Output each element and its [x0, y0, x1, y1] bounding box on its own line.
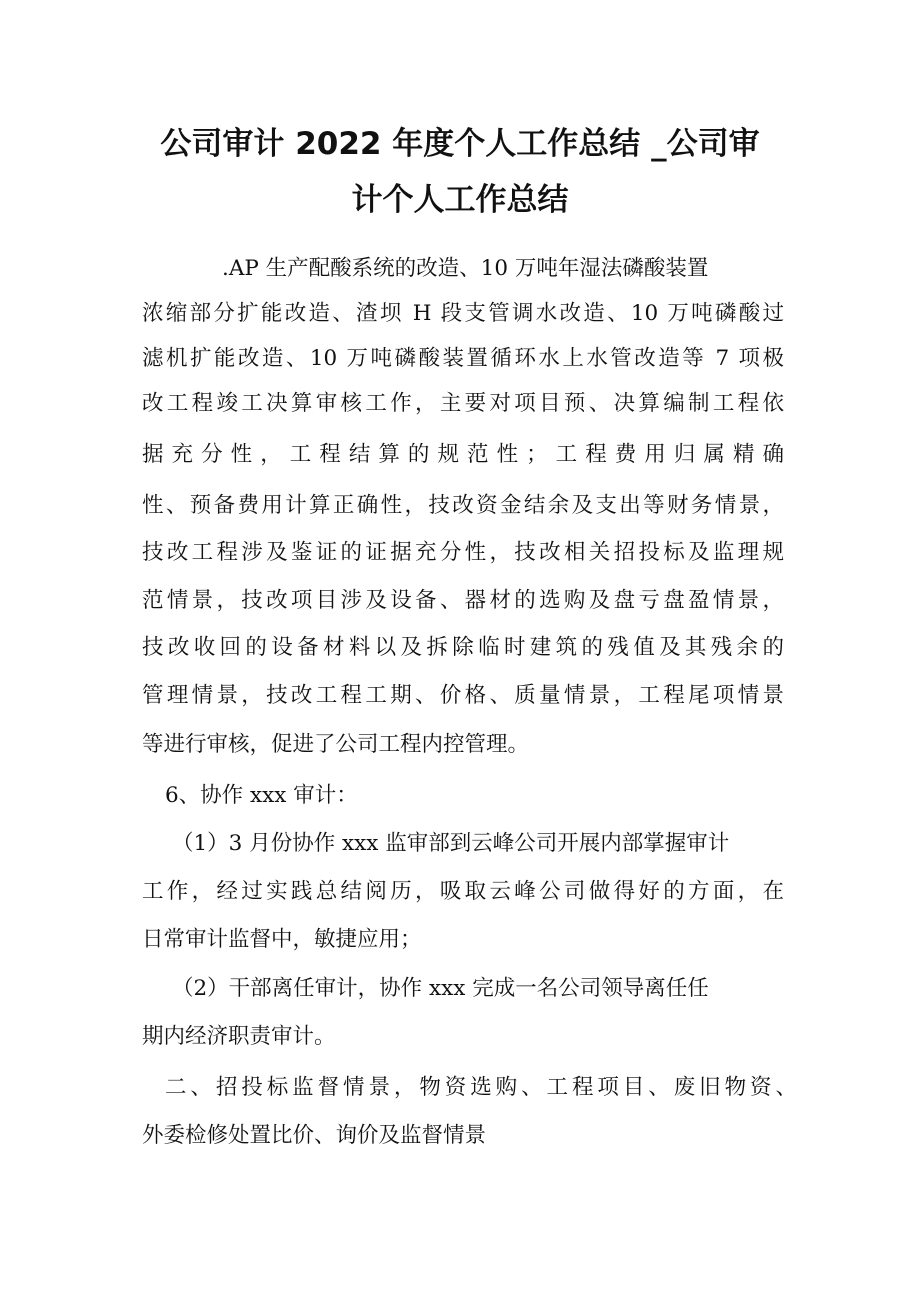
paragraph-line: 据充分性，工程结算的规范性；工程费用归属精确	[142, 442, 784, 467]
paragraph-line: 性、预备费用计算正确性，技改资金结余及支出等财务情景，	[142, 493, 784, 518]
document-title-line-1: 公司审计 2022 年度个人工作总结 _公司审	[160, 126, 760, 162]
paragraph-line: 工作，经过实践总结阅历，吸取云峰公司做得好的方面，在	[142, 879, 784, 904]
paragraph-line: 范情景，技改项目涉及设备、器材的选购及盘亏盘盈情景，	[142, 588, 784, 613]
paragraph-line: 外委检修处置比价、询价及监督情景	[142, 1123, 487, 1148]
paragraph-line: .AP 生产配酸系统的改造、10 万吨年湿法磷酸装置	[222, 256, 709, 281]
paragraph-line: 管理情景，技改工程工期、价格、质量情景，工程尾项情景	[142, 683, 784, 708]
paragraph-line: 改工程竣工决算审核工作，主要对项目预、决算编制工程依	[142, 391, 784, 416]
paragraph-line: （2）干部离任审计，协作 xxx 完成一名公司领导离任任	[172, 976, 709, 1001]
paragraph-line: 等进行审核，促进了公司工程内控管理。	[142, 732, 530, 757]
section-heading: 二、招投标监督情景，物资选购、工程项目、废旧物资、	[165, 1075, 797, 1100]
paragraph-line: 滤机扩能改造、10 万吨磷酸装置循环水上水管改造等 7 项极	[142, 346, 784, 371]
section-heading: 6、协作 xxx 审计：	[165, 783, 358, 808]
paragraph-line: 浓缩部分扩能改造、渣坝 H 段支管调水改造、10 万吨磷酸过	[142, 301, 784, 326]
paragraph-line: 技改工程涉及鉴证的证据充分性，技改相关招投标及监理规	[142, 540, 784, 565]
paragraph-line: （1）3 月份协作 xxx 监审部到云峰公司开展内部掌握审计	[172, 831, 730, 856]
document-title-line-2: 计个人工作总结	[351, 182, 569, 218]
paragraph-line: 日常审计监督中，敏捷应用；	[142, 927, 422, 952]
paragraph-line: 期内经济职责审计。	[142, 1024, 336, 1049]
paragraph-line: 技改收回的设备材料以及拆除临时建筑的残值及其残余的	[142, 635, 784, 660]
